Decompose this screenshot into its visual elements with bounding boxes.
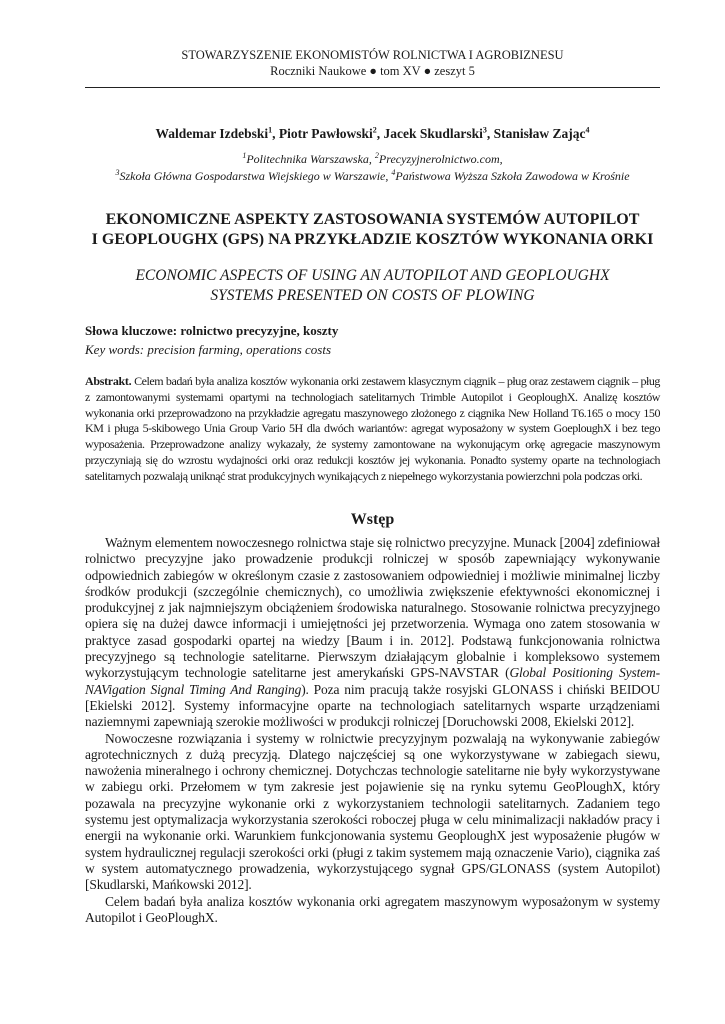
title-line: SYSTEMS PRESENTED ON COSTS OF PLOWING: [210, 287, 535, 304]
title-line: EKONOMICZNE ASPEKTY ZASTOSOWANIA SYSTEMÓW AUTOPILOT: [105, 211, 640, 228]
author-affil-mark: 1: [268, 125, 273, 135]
title-line: I GEOPLOUGHX (GPS) NA PRZYKŁADZIE KOSZTÓW WYKONANIA ORKI: [91, 231, 654, 248]
affil-mark: 3: [115, 168, 120, 177]
paragraph-text: Ważnym elementem nowoczesnego rolnictwa staje się rolnictwo precyzyjne. Munack [2004] zdefiniował rolnictwo precyzyjne jako prowadzenie produkcji rolniczej w sposób zapewniający wykonywanie odpowiednich zabiegów w określonym czasie z zastosowaniem odpowiedniej i możliwie minimalnej liczby środków produkcji (szczególnie chemicznych), co umożliwia zwiększenie efektywności ekonomicznej i produkcyjnej z jak najmniejszym obciążeniem środowiska naturalnego. Stosowanie rolnictwa precyzyjnego opiera się na dużej dawce informacji i umiejętności jej przetworzenia. Wymaga ono zatem stosowania w praktyce zasad gospodarki opartej na wiedzy [Baum i in. 2012]. Podstawą funkcjonowania rolnictwa precyzyjnego są technologie satelitarne. Pierwszym działającym globalnie i kompleksowo systemem wykorzystującym technologie satelitarne jest amerykański GPS-NAVSTAR (: [85, 535, 660, 681]
journal-publisher: STOWARZYSZENIE EKONOMISTÓW ROLNICTWA I AGROBIZNESU: [181, 48, 564, 62]
author-affil-mark: 2: [372, 125, 377, 135]
affil-mark: 4: [391, 168, 396, 177]
paragraph: Nowoczesne rozwiązania i systemy w rolnictwie precyzyjnym pozwalają na wykonywanie zabiegów agrotechnicznych z dużą precyzją. Dlatego najczęściej są one wykorzystywane w zabiegach siewu, nawożenia mineralnego i ochrony chemicznej. Dotychczas technologie satelitarne nie były wykorzystywane w zabiegu orki. Przełomem w tym zakresie jest pojawienie się na rynku sytemu GeoPloughX, który pozawala na precyzyjne wykonanie orki z wykorzystaniem technologii satelitarnych. Zadaniem tego systemu jest optymalizacja wykorzystania szerokości roboczej pługa w celu minimalizacji nakładów pracy i energii na wykonanie orki. Warunkiem funkcjonowania systemu GeoploughX jest wyposażenie pługów w system hydraulicznej regulacji szerokości orki (pługi z takim systemem mają oznaczenie Vario), ciągnika zaś w system automatycznego prowadzenia, wykorzystującego sygnał GPS/GLONASS (system Autopilot) [Skudlarski, Mańkowski 2012].: [85, 730, 660, 893]
affil-mark: 1: [242, 151, 247, 160]
paragraph: [85, 535, 660, 731]
paper-title-english: [60, 266, 685, 306]
affiliation-text: Politechnika Warszawska,: [246, 152, 375, 166]
paragraph: Celem badań była analiza kosztów wykonania orki agregatem maszynowym wyposażonym w systemy Autopilot i GeoPloughX.: [85, 893, 660, 925]
keywords-polish: Słowa kluczowe: rolnictwo precyzyjne, koszty: [85, 323, 339, 338]
affiliation-text: Szkoła Główna Gospodarstwa Wiejskiego w Warszawie,: [119, 169, 392, 183]
affiliation-text: Państwowa Wyższa Szkoła Zawodowa w Krośnie: [395, 169, 630, 183]
journal-volume: Roczniki Naukowe ● tom XV ● zeszyt 5: [270, 64, 475, 78]
affiliation-line-1: [60, 151, 685, 168]
affiliation-text: Precyzyjnerolnictwo.com,: [378, 152, 503, 166]
author-affil-mark: 4: [585, 125, 590, 135]
abstract-label: Abstrakt.: [85, 374, 132, 388]
author-list: Waldemar Izdebski$^1$, Piotr Pawłowski$^2$, Jacek Skudlarski$^3$, Stanisław Zając$^4$: [155, 125, 590, 141]
affiliations: [60, 151, 685, 185]
title-line: ECONOMIC ASPECTS OF USING AN AUTOPILOT AND GEOPLOUGHX: [135, 267, 610, 284]
abstract: [85, 374, 660, 485]
author-name: Stanisław Zając: [493, 126, 586, 141]
paragraph-text: ). Poza nim pracują także rosyjski GLONASS i chiński BEIDOU [Ekielski 2012]. Systemy informacyjne oparte na technologiach satelitarnych wsparte urządzeniami naziemnymi zapewniają szerokie możliwości w produkcji rolniczej [Doruchowski 2008, Ekielski 2012].: [85, 681, 660, 730]
author-name: Piotr Pawłowski: [278, 126, 373, 141]
affiliation-line-2: [60, 168, 685, 185]
keywords-english: Key words: precision farming, operations costs: [85, 342, 332, 357]
paragraph-italic-text: Global Positioning System-NAVigation Signal Timing And Ranging: [85, 665, 660, 697]
author-name: Waldemar Izdebski: [155, 126, 269, 141]
paper-title-polish: [60, 210, 685, 250]
author-name: Jacek Skudlarski: [383, 126, 483, 141]
author-affil-mark: 3: [482, 125, 487, 135]
header-rule: [85, 87, 660, 88]
journal-header: [85, 47, 660, 79]
affil-mark: 2: [374, 151, 379, 160]
body-text: [85, 535, 660, 926]
abstract-text: Celem badań była analiza kosztów wykonania orki zestawem klasycznym ciągnik – pług oraz zestawem ciągnik – pług z zamontowanymi systemami opartymi na technologiach satelitarnych Trimble Autopilot i GeoploughX. Analizę kosztów wykonania orki przeprowadzono na przykładzie agregatu maszynowego złożonego z ciągnika New Holland T6.165 o mocy 150 KM i pługa 5-skibowego Unia Group Vario 5H dla dwóch wariantów: agregat wyposażony w system GoeploughX i bez tego wyposażenia. Przeprowadzone analizy wykazały, że systemy zamontowane na wykonującym orkę agregacie maszynowym przyczyniają się do wzrostu wydajności orki oraz redukcji kosztów jej wykonania. Ponadto systemy oparte na technologiach satelitarnych pozwalają uniknąć strat produkcyjnych wynikających z niepełnego wykorzystania powierzchni pola podczas orki.: [85, 374, 660, 483]
section-heading: Wstęp: [350, 511, 395, 528]
